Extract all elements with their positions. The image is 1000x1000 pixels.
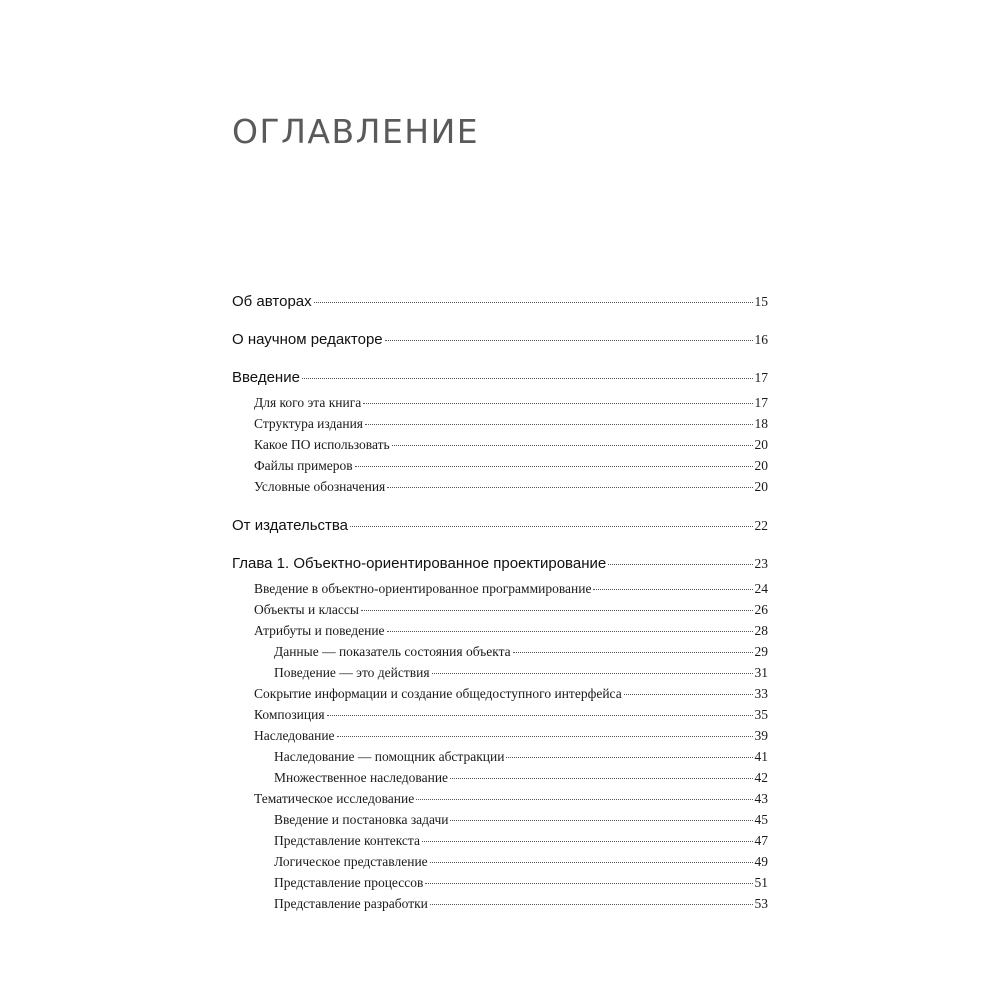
toc-page-number: 39 bbox=[754, 728, 768, 743]
toc-entry-title: Глава 1. Объектно-ориентированное проектирование bbox=[232, 555, 607, 572]
dot-leader bbox=[327, 715, 753, 716]
toc-page-number: 26 bbox=[754, 602, 768, 617]
dot-leader bbox=[337, 736, 753, 737]
dot-leader bbox=[425, 883, 752, 884]
toc-entry[interactable] bbox=[232, 293, 768, 310]
toc-entry[interactable] bbox=[232, 791, 768, 807]
toc-page-number: 31 bbox=[754, 665, 768, 680]
toc-entry-title: Какое ПО использовать bbox=[254, 437, 390, 452]
toc-entry[interactable] bbox=[232, 479, 768, 495]
toc-entry[interactable] bbox=[232, 416, 768, 432]
toc-entry[interactable] bbox=[232, 458, 768, 474]
toc-page-number: 28 bbox=[754, 623, 768, 638]
dot-leader bbox=[387, 487, 752, 488]
toc-entry[interactable] bbox=[232, 875, 768, 891]
toc-entry[interactable] bbox=[232, 665, 768, 681]
toc-entry-title: Логическое представление bbox=[274, 854, 428, 869]
toc-entry-title: Об авторах bbox=[232, 293, 312, 310]
toc-page-number: 15 bbox=[754, 294, 768, 309]
toc-page-number: 51 bbox=[754, 875, 768, 890]
toc-entry-title: Множественное наследование bbox=[274, 770, 449, 785]
toc-entry[interactable] bbox=[232, 833, 768, 849]
toc-page-number: 20 bbox=[754, 458, 768, 473]
toc-entry-title: Наследование bbox=[254, 728, 335, 743]
dot-leader bbox=[422, 841, 753, 842]
toc-page-number: 35 bbox=[754, 707, 768, 722]
toc-entry[interactable] bbox=[232, 686, 768, 702]
toc-entry-title: Для кого эта книга bbox=[254, 395, 362, 410]
dot-leader bbox=[416, 799, 752, 800]
toc-entry[interactable] bbox=[232, 369, 768, 386]
toc-entry-title: Атрибуты и поведение bbox=[254, 623, 385, 638]
toc-entry-title: Введение в объектно-ориентированное программирование bbox=[254, 581, 592, 596]
dot-leader bbox=[450, 820, 752, 821]
toc-entry-title: Файлы примеров bbox=[254, 458, 353, 473]
toc-page-number: 29 bbox=[754, 644, 768, 659]
toc-entry-title: Представление процессов bbox=[274, 875, 424, 890]
toc-entry-title: Сокрытие информации и создание общедоступного интерфейса bbox=[254, 686, 622, 701]
toc-page-number: 22 bbox=[754, 518, 768, 533]
dot-leader bbox=[363, 403, 752, 404]
toc-entry[interactable] bbox=[232, 749, 768, 765]
toc-entry-title: Представление контекста bbox=[274, 833, 420, 848]
toc-page-number: 33 bbox=[754, 686, 768, 701]
dot-leader bbox=[387, 631, 753, 632]
toc-page-number: 42 bbox=[754, 770, 768, 785]
toc-entry-title: Наследование — помощник абстракции bbox=[274, 749, 505, 764]
dot-leader bbox=[365, 424, 752, 425]
dot-leader bbox=[385, 340, 753, 341]
toc-entry[interactable] bbox=[232, 812, 768, 828]
dot-leader bbox=[608, 564, 752, 565]
toc-page-number: 24 bbox=[754, 581, 768, 596]
toc-page-number: 23 bbox=[754, 556, 768, 571]
toc-entry[interactable] bbox=[232, 707, 768, 723]
toc-entry[interactable] bbox=[232, 602, 768, 618]
dot-leader bbox=[392, 445, 753, 446]
dot-leader bbox=[361, 610, 753, 611]
toc-entry[interactable] bbox=[232, 555, 768, 572]
dot-leader bbox=[430, 904, 753, 905]
toc-entry[interactable] bbox=[232, 517, 768, 534]
toc-entry[interactable] bbox=[232, 623, 768, 639]
toc-entry[interactable] bbox=[232, 331, 768, 348]
dot-leader bbox=[432, 673, 753, 674]
dot-leader bbox=[302, 378, 753, 379]
toc-page-number: 20 bbox=[754, 437, 768, 452]
toc-entry[interactable] bbox=[232, 437, 768, 453]
dot-leader bbox=[513, 652, 753, 653]
toc-entry-title: Поведение — это действия bbox=[274, 665, 430, 680]
toc-page-number: 17 bbox=[754, 395, 768, 410]
toc-entry-title: Объекты и классы bbox=[254, 602, 359, 617]
dot-leader bbox=[450, 778, 752, 779]
toc-page-number: 41 bbox=[754, 749, 768, 764]
toc-page-number: 17 bbox=[754, 370, 768, 385]
toc-page-number: 16 bbox=[754, 332, 768, 347]
toc-entry-title: От издательства bbox=[232, 517, 349, 534]
dot-leader bbox=[430, 862, 753, 863]
toc-entry-title: Структура издания bbox=[254, 416, 364, 431]
dot-leader bbox=[506, 757, 752, 758]
toc-page-number: 53 bbox=[754, 896, 768, 911]
page-title: ОГЛАВЛЕНИЕ bbox=[232, 112, 480, 151]
toc-entry-title: Условные обозначения bbox=[254, 479, 386, 494]
dot-leader bbox=[624, 694, 753, 695]
dot-leader bbox=[350, 526, 752, 527]
dot-leader bbox=[314, 302, 753, 303]
toc-entry[interactable] bbox=[232, 581, 768, 597]
toc-page-number: 47 bbox=[754, 833, 768, 848]
toc-entry-title: О научном редакторе bbox=[232, 331, 383, 348]
toc-entry[interactable] bbox=[232, 770, 768, 786]
toc-entry-title: Представление разработки bbox=[274, 896, 428, 911]
toc-entry[interactable] bbox=[232, 896, 768, 912]
toc-page-number: 45 bbox=[754, 812, 768, 827]
toc-entry-title: Тематическое исследование bbox=[254, 791, 415, 806]
toc-entry-title: Данные — показатель состояния объекта bbox=[274, 644, 511, 659]
toc-entry[interactable] bbox=[232, 854, 768, 870]
dot-leader bbox=[593, 589, 752, 590]
toc-entry-title: Введение и постановка задачи bbox=[274, 812, 449, 827]
toc-page-number: 43 bbox=[754, 791, 768, 806]
dot-leader bbox=[355, 466, 753, 467]
toc-entry[interactable] bbox=[232, 728, 768, 744]
toc-entry-title: Введение bbox=[232, 369, 300, 386]
toc-entry[interactable] bbox=[232, 644, 768, 660]
toc-page-number: 49 bbox=[754, 854, 768, 869]
toc-page-number: 20 bbox=[754, 479, 768, 494]
toc-entry[interactable] bbox=[232, 395, 768, 411]
toc-page-number: 18 bbox=[754, 416, 768, 431]
toc-entry-title: Композиция bbox=[254, 707, 325, 722]
